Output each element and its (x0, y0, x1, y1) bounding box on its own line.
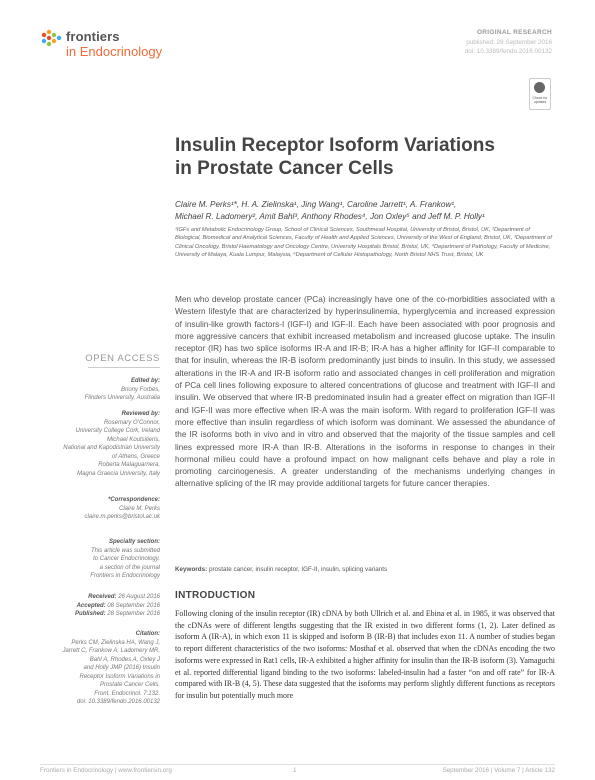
doi-link[interactable]: doi: 10.3389/fendo.2016.00132 (464, 48, 552, 55)
footer-journal: Frontiers in Endocrinology | www.frontiersin.org (40, 767, 172, 774)
updates-icon (534, 82, 545, 93)
open-access-label: OPEN ACCESS (85, 353, 160, 364)
reviewed-by: Reviewed by: Rosemary O’Connor, University College Cork, Ireland Michael Koutsilieris, National and Kapodistrian University of Athens, Greece Roberta Malaguarnera, Magna Graecia University, Italy (63, 411, 160, 477)
check-for-updates-badge[interactable] (529, 78, 551, 110)
correspondence: *Correspondence: Claire M. Perks claire.m.perks@bristol.ac.uk (30, 496, 160, 522)
introduction-text: Following cloning of the insulin receptor (IR) cDNA by both Ullrich et al. and Ebina et al. in 1985, it was observed that the cDNAs were of different lengths suggesting that the IR existed in two different forms (1, 2). Later defined as isoform A (IR-A), in which exon 11 is skipped and isoform B (IR-B) that includes exon 11. A number of studies began to report different characteristics of the two isoforms: Mosthaf et al. observed that when the cDNAs encoding the two isoforms were expressed in Rat1 cells, IR-A exhibited a higher affinity for insulin than the IR-B isoform (3). Yamaguchi et al. reported differential ligand binding to the two isoforms: labeled-insulin had a faster “on and off rate” for IR-A compared with IR-B (4, 5). These data suggested that the isoforms may perform slightly different functions as receptors for insulin but potentially much more (175, 609, 555, 700)
abstract: Men who develop prostate cancer (PCa) increasingly have one of the co-morbidities associated with a Western lifestyle that are characterized by hyperinsulinemia, hyperglycemia and increased expression of insulin-like growth factors-I (IGF-I) and IGF-II. Each have been associated with poor prognosis and more aggressive cancers that exhibit increased metabolism and increased glucose uptake. The insulin receptor (IR) has two splice isoforms IR-A and IR-B; IR-A has a higher affinity for IGF-II comparable to that for insulin, whereas the IR-B isoform predominantly just binds to insulin. In this study, we assessed alterations in the IR-A and IR-B isoform ratio and associated changes in cell proliferation and migration of PCa cell lines following exposure to altered concentrations of glucose and treatment with IGF-II and insulin. We observed that where IR-B predominated insulin had a greater effect on migration than IGF-II and IGF-II was more effective when IR-A was the main isoform. With regard to proliferation IGF-II was more effective than insulin regardless of which isoform was dominant. We assessed the abundance of the IR isoforms both in vivo and in vitro and observed that the majority of the tissue samples and cell lines expressed more IR-A than IR-B. Alterations in the isoforms in response to changes in their hormonal milieu could have a profound impact on how malignant cells behave and play a role in promoting carcinogenesis. A greater understanding of the mechanisms underlying changes in alternative splicing of the IR may provide additional targets for future cancer therapies. (175, 295, 555, 489)
frontiers-logo-icon (40, 29, 66, 49)
edited-by: Edited by: Briony Forbes, Flinders University, Australia (84, 378, 160, 401)
affiliations: ¹IGFs and Metabolic Endocrinology Group, School of Clinical Sciences, Southmead Hospital, University of Bristol, Bristol, UK, ²Department of Biological, Biomedical and Analytical Sciences, Faculty of Health and Applied Sciences, University of the West of England, Bristol, UK, ³Department of Clinical Oncology, Bristol Haematology and Oncology Centre, University Hospitals Bristol, Bristol, UK, ⁴Department of Pathology, Faculty of Medicine, University of Malaya, Kuala Lumpur, Malaysia, ⁵Department of Cellular Histopathology, North Bristol NHS Trust, Bristol, UK (175, 227, 552, 259)
citation: Citation: Perks CM, Zielinska HA, Wang J, Jarrett C, Frankow A, Ladomery MR, Bahl A, Rhodes A, Oxley J and Holly JMP (2016) Insulin Receptor Isoform Variations in Prostate Cancer Cells. Front. Endocrinol. 7:132. doi: 10.3389/fendo.2016.00132 (62, 631, 160, 705)
section-heading-introduction: INTRODUCTION (175, 590, 256, 601)
logo-journal: in Endocrinology (66, 44, 163, 59)
open-access-divider (88, 367, 160, 368)
specialty-section: Specialty section: This article was submitted to Cancer Endocrinology, a section of the journal Frontiers in Endocrinology (90, 539, 160, 579)
author-list: Claire M. Perks¹*, H. A. Zielinska¹, Jing Wang¹, Caroline Jarrett¹, A. Frankow¹, Michael R. Ladomery², Amit Bahl³, Anthony Rhodes⁴, Jon Oxley⁵ and Jeff M. P. Holly¹ (175, 200, 485, 221)
logo-name: frontiers (66, 29, 120, 44)
keywords: Keywords: prostate cancer, insulin receptor, IGF-II, insulin, splicing variants (175, 566, 388, 573)
article-type: ORIGINAL RESEARCH (476, 29, 552, 36)
footer-divider (40, 764, 555, 765)
footer-url[interactable]: www.frontiersin.org (118, 767, 172, 774)
article-title: Insulin Receptor Isoform Variations in Prostate Cancer Cells (175, 135, 495, 179)
updates-label: Check for updates (532, 96, 548, 104)
published-date: published: 28 September 2016 (466, 39, 552, 46)
page-number: 1 (293, 767, 297, 774)
footer-issue: September 2016 | Volume 7 | Article 132 (442, 767, 555, 774)
correspondence-email[interactable]: claire.m.perks@bristol.ac.uk (84, 514, 160, 520)
dates: Received: 26 August 2016 Accepted: 08 September 2016 Published: 28 September 2016 (74, 594, 160, 617)
